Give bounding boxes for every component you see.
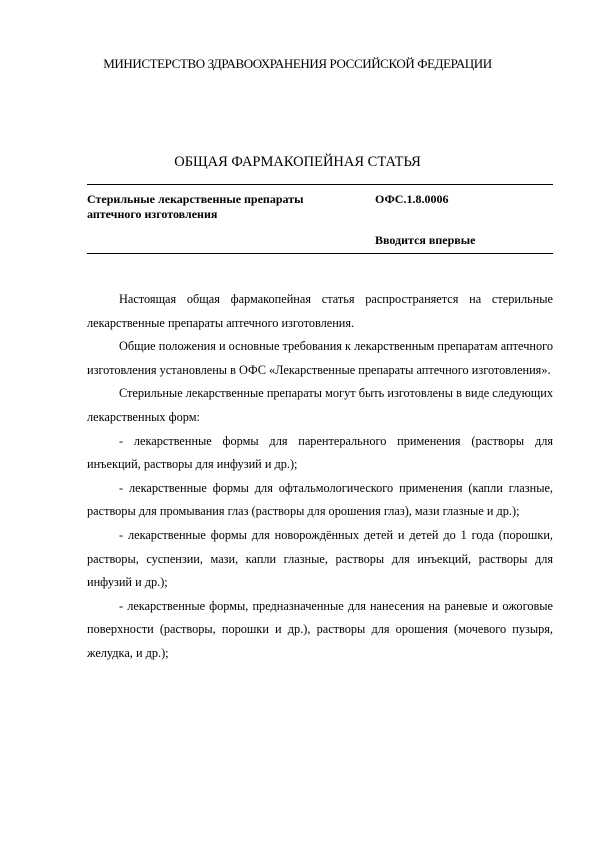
article-type-heading: ОБЩАЯ ФАРМАКОПЕЙНАЯ СТАТЬЯ [174,154,421,170]
article-status: Вводится впервые [375,233,476,247]
paragraph-general-provisions: Общие положения и основные требования к лекарственным препаратам аптечного изготовления установлены в ОФС «Лекарственные препараты аптечного изготовления». [87,339,553,377]
paragraph-dosage-forms-intro: Стерильные лекарственные препараты могут быть изготовлены в виде следующих лекарственных форм: [87,386,553,424]
paragraph-scope: Настоящая общая фармакопейная статья распространяется на стерильные лекарственные препараты аптечного изготовления. [87,292,553,330]
article-body [87,288,553,666]
list-item-parenteral: - лекарственные формы для парентерального применения (растворы для инъекций, растворы для инфузий и др.); [87,433,553,472]
ministry-heading: МИНИСТЕРСТВО ЗДРАВООХРАНЕНИЯ РОССИЙСКОЙ ФЕДЕРАЦИИ [103,56,492,71]
article-code: ОФС.1.8.0006 [375,192,449,206]
header-bottom-rule [87,253,553,254]
article-title-line-1: Стерильные лекарственные препараты [87,192,304,206]
article-title [87,192,357,222]
article-title-line-2: аптечного изготовления [87,207,218,221]
list-item-newborns: - лекарственные формы для новорождённых детей и детей до 1 года (порошки, растворы, суспензии, мази, капли глазные, растворы для инъекций, растворы для инфузий и др.); [87,527,553,590]
header-top-rule [87,184,553,185]
list-item-wound-burn: - лекарственные формы, предназначенные для нанесения на раневые и ожоговые поверхности (растворы, порошки и др.), растворы для орошения (мочевого пузыря, желудка, и др.); [87,598,553,660]
list-item-ophthalmic: - лекарственные формы для офтальмологического применения (капли глазные, растворы для промывания глаз (растворы для орошения глаз), мази глазные и др.); [87,480,553,519]
